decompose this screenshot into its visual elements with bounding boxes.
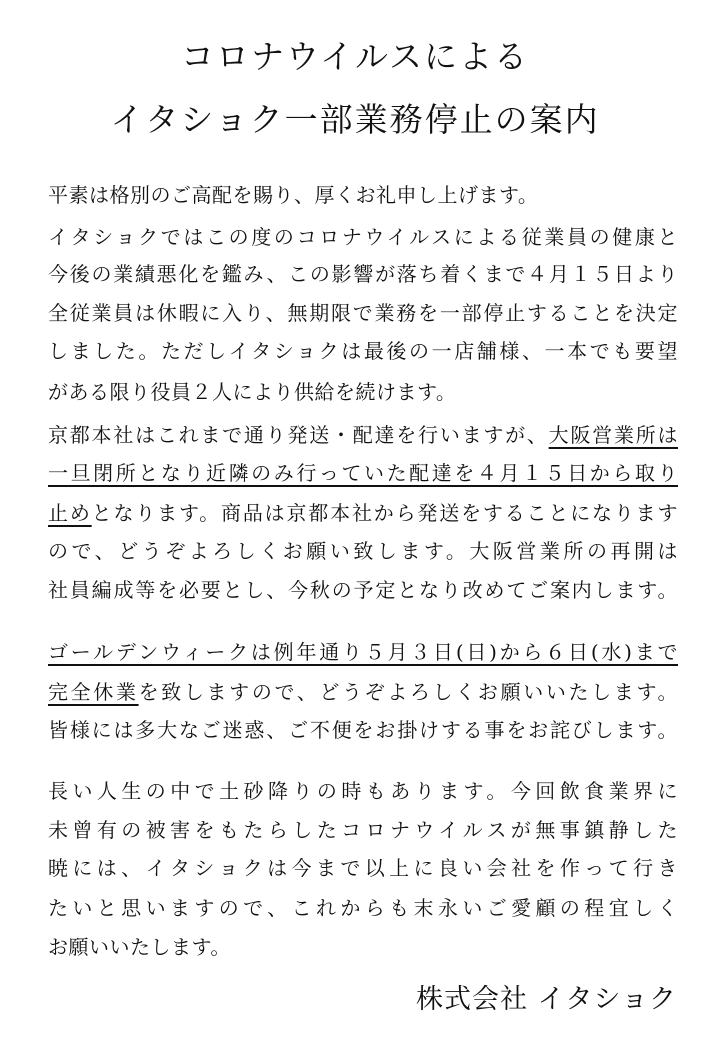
golden-week-underlined-text: ゴールデンウィークは例年通り５月３日(日)から６日(水)まで (48, 640, 678, 664)
paragraph-2-line-2 (48, 463, 678, 483)
paragraph-4-line-1: 長い人生の中で土砂降りの時もあります。今回飲食業界に (48, 779, 678, 803)
paragraph-4-line-3: 暁には、イタショクは今まで以上に良い会社を作って行き (48, 856, 678, 880)
paragraph-2-line-1 (48, 425, 678, 445)
title-line-1: コロナウイルスによる (180, 37, 530, 76)
paragraph-2-line-5: 社員編成等を必要とし、今秋の予定となり改めてご案内します。 (48, 578, 678, 602)
paragraph-4-line-4: たいと思いますので、これからも末永いご愛顧の程宜しく (48, 896, 678, 920)
paragraph-1-line-6: がある限り役員２人により供給を続けます。 (48, 380, 457, 404)
paragraph-2-line-3-text: となります。商品は京都本社から発送をすることになります (91, 501, 678, 525)
paragraph-3-line-2 (48, 682, 678, 702)
company-signature: 株式会社 イタショク (415, 984, 677, 1015)
paragraph-2-line-3 (48, 503, 678, 523)
paragraph-4-line-5: お願いいたします。 (48, 935, 231, 959)
paragraph-1-line-5: しました。ただしイタショクは最後の一店舗様、一本でも要望 (48, 339, 678, 363)
paragraph-3-line-3: 皆様には多大なご迷惑、ご不便をお掛けする事をお詫びします。 (48, 718, 678, 742)
title-line-2: イタショク一部業務停止の案内 (110, 100, 600, 139)
paragraph-1-line-3: 今後の業績悪化を鑑み、この影響が落ち着くまで４月１５日より (48, 262, 678, 286)
full-closure-underlined-text: 完全休業 (48, 680, 139, 704)
osaka-office-underlined-text: 大阪営業所は (548, 423, 679, 447)
paragraph-1-line-4: 全従業員は休暇に入り、無期限で業務を一部停止することを決定 (48, 301, 678, 325)
paragraph-3-line-2-text: を致しますので、どうぞよろしくお願いいたします。 (138, 680, 679, 704)
paragraph-2-line-3-underlined: 止め (48, 501, 92, 525)
paragraph-1-line-2: イタショクではこの度のコロナウイルスによる従業員の健康と (48, 225, 678, 249)
paragraph-2-line-2-underlined: 一旦閉所となり近隣のみ行っていた配達を４月１５日から取り (48, 461, 678, 485)
paragraph-2-line-4: ので、どうぞよろしくお願い致します。大阪営業所の再開は (48, 539, 678, 563)
paragraph-1-line-1: 平素は格別のご高配を賜り、厚くお礼申し上げます。 (48, 183, 539, 207)
paragraph-4-line-2: 未曾有の被害をもたらしたコロナウイルスが無事鎮静した (48, 818, 678, 842)
paragraph-3-line-1 (48, 642, 678, 662)
paragraph-2-line-1-text: 京都本社はこれまで通り発送・配達を行いますが、 (48, 423, 549, 447)
